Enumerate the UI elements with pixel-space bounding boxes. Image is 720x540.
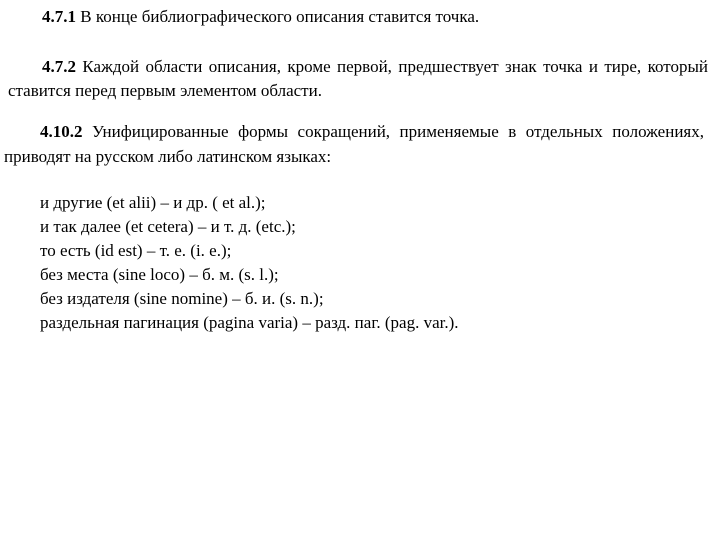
list-item: без места (sine loco) – б. м. (s. l.); [40,265,279,284]
section-number: 4.7.1 [42,7,76,26]
list-item: без издателя (sine nomine) – б. и. (s. n.); [40,289,324,308]
section-4-7-1 [42,6,712,28]
section-4-10-2 [4,119,704,169]
section-4-7-2 [8,55,708,103]
section-text: Каждой области описания, кроме первой, предшествует знак точка и тире, который ставится перед первым элементом области. [8,57,708,100]
section-text: В конце библиографического описания ставится точка. [76,7,480,26]
list-item: раздельная пагинация (pagina varia) – разд. паг. (pag. var.). [40,313,459,332]
list-item: и другие (et alii) – и др. ( et al.); [40,193,266,212]
list-item: то есть (id est) – т. е. (i. e.); [40,241,232,260]
list-item: и так далее (et cetera) – и т. д. (etc.); [40,217,296,236]
abbreviation-list [40,191,710,335]
section-text: Унифицированные формы сокращений, применяемые в отдельных положениях, приводят на русском либо латинском языках: [4,122,704,166]
section-number: 4.10.2 [40,122,83,141]
section-number: 4.7.2 [42,57,76,76]
